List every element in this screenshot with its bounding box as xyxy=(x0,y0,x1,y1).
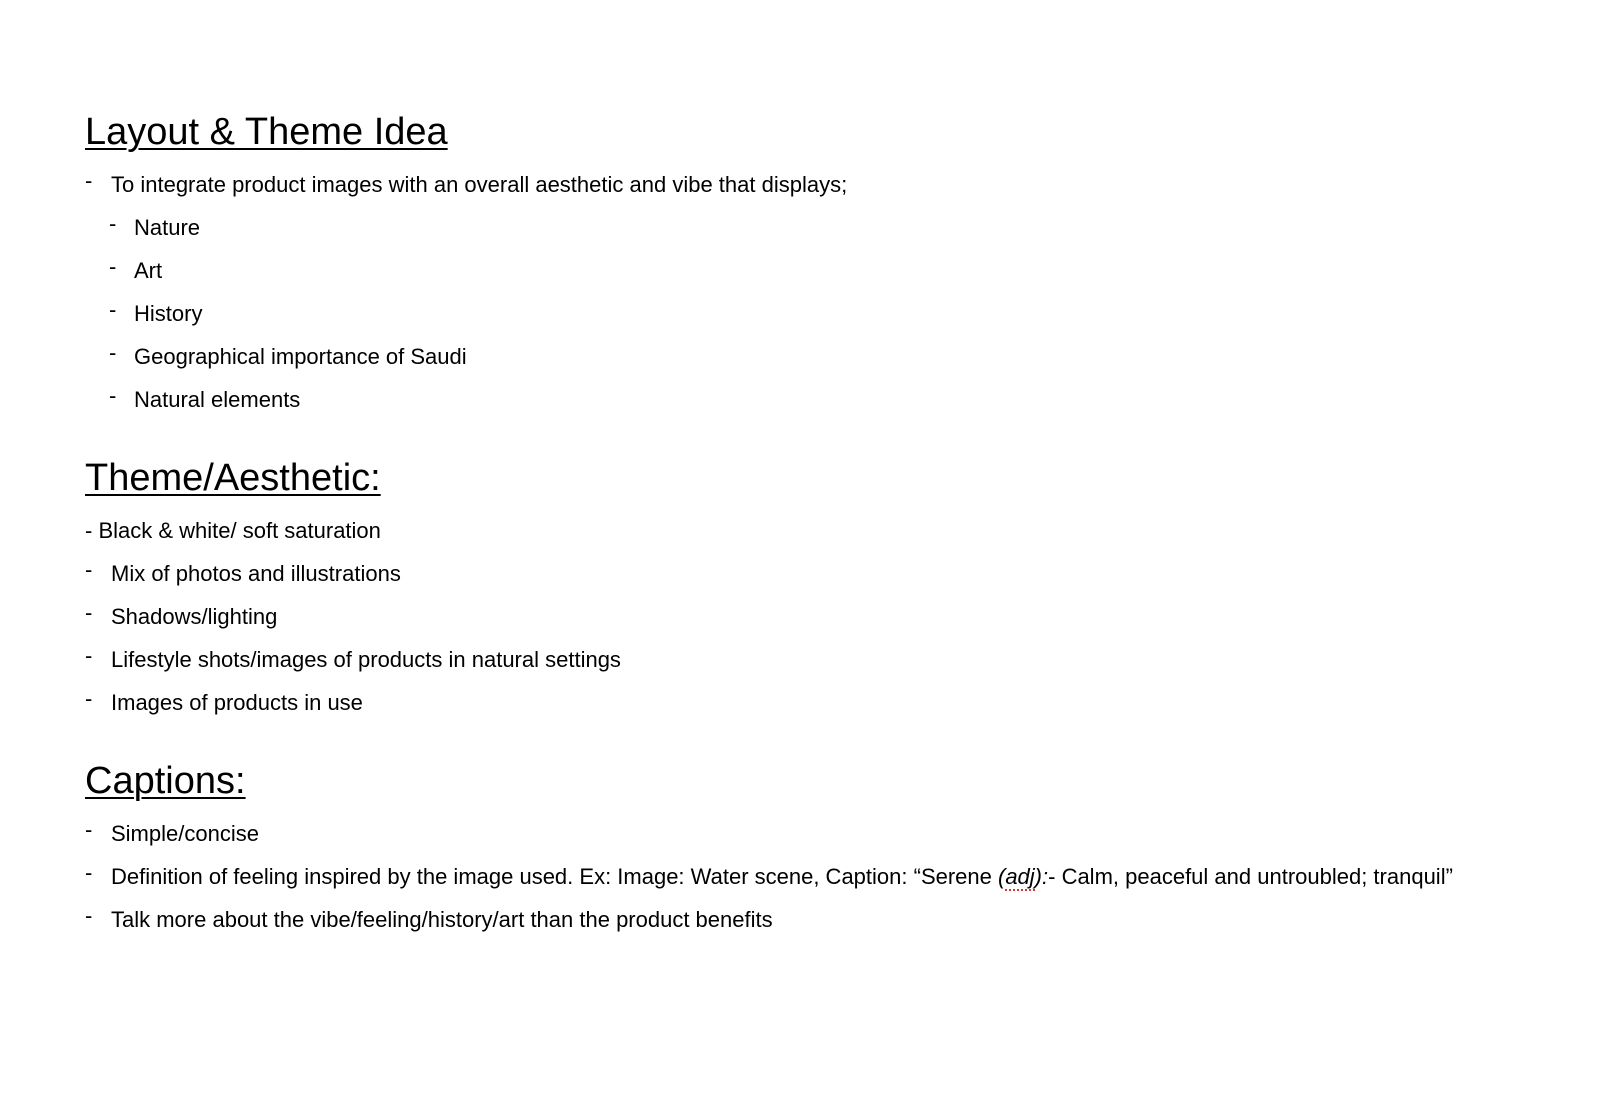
bullet-dash: - xyxy=(85,643,93,668)
bullet-dash: - xyxy=(85,557,93,582)
bullet-dash: - xyxy=(85,817,93,842)
list-item-text: Mix of photos and illustrations xyxy=(111,561,401,586)
list-item-text xyxy=(111,864,1453,890)
text-line: - Black & white/ soft saturation xyxy=(85,518,381,543)
heading-layout-theme: Layout & Theme Idea xyxy=(85,111,448,153)
bullet-dash: - xyxy=(109,211,117,236)
heading-captions: Captions: xyxy=(85,760,246,802)
bullet-dash: - xyxy=(109,254,117,279)
bullet-dash: - xyxy=(109,383,117,408)
bullet-dash: - xyxy=(85,600,93,625)
list-item-text: To integrate product images with an overall aesthetic and vibe that displays; xyxy=(111,172,848,197)
list-item-text: Talk more about the vibe/feeling/history/art than the product benefits xyxy=(111,907,773,932)
bullet-dash: - xyxy=(109,297,117,322)
caption-italic: (adj): xyxy=(998,864,1049,889)
list-item-text: Geographical importance of Saudi xyxy=(134,344,467,369)
list-item-text: Images of products in use xyxy=(111,690,363,715)
list-item-text: Shadows/lighting xyxy=(111,604,278,629)
bullet-dash: - xyxy=(85,903,93,928)
list-item-text: Natural elements xyxy=(134,387,301,412)
list-item-text: Nature xyxy=(134,215,201,240)
bullet-dash: - xyxy=(85,686,93,711)
heading-theme-aesthetic: Theme/Aesthetic: xyxy=(85,457,381,499)
bullet-dash: - xyxy=(85,860,93,885)
bullet-dash: - xyxy=(85,168,93,193)
caption-suffix: - Calm, peaceful and untroubled; tranquil” xyxy=(1048,864,1453,889)
list-item-text: Lifestyle shots/images of products in natural settings xyxy=(111,647,621,672)
bullet-dash: - xyxy=(109,340,117,365)
list-item-text: Art xyxy=(134,258,163,283)
caption-prefix: Definition of feeling inspired by the image used. Ex: Image: Water scene, Caption: “Serene xyxy=(111,864,998,889)
list-item-text: Simple/concise xyxy=(111,821,259,846)
list-item-text: History xyxy=(134,301,203,326)
